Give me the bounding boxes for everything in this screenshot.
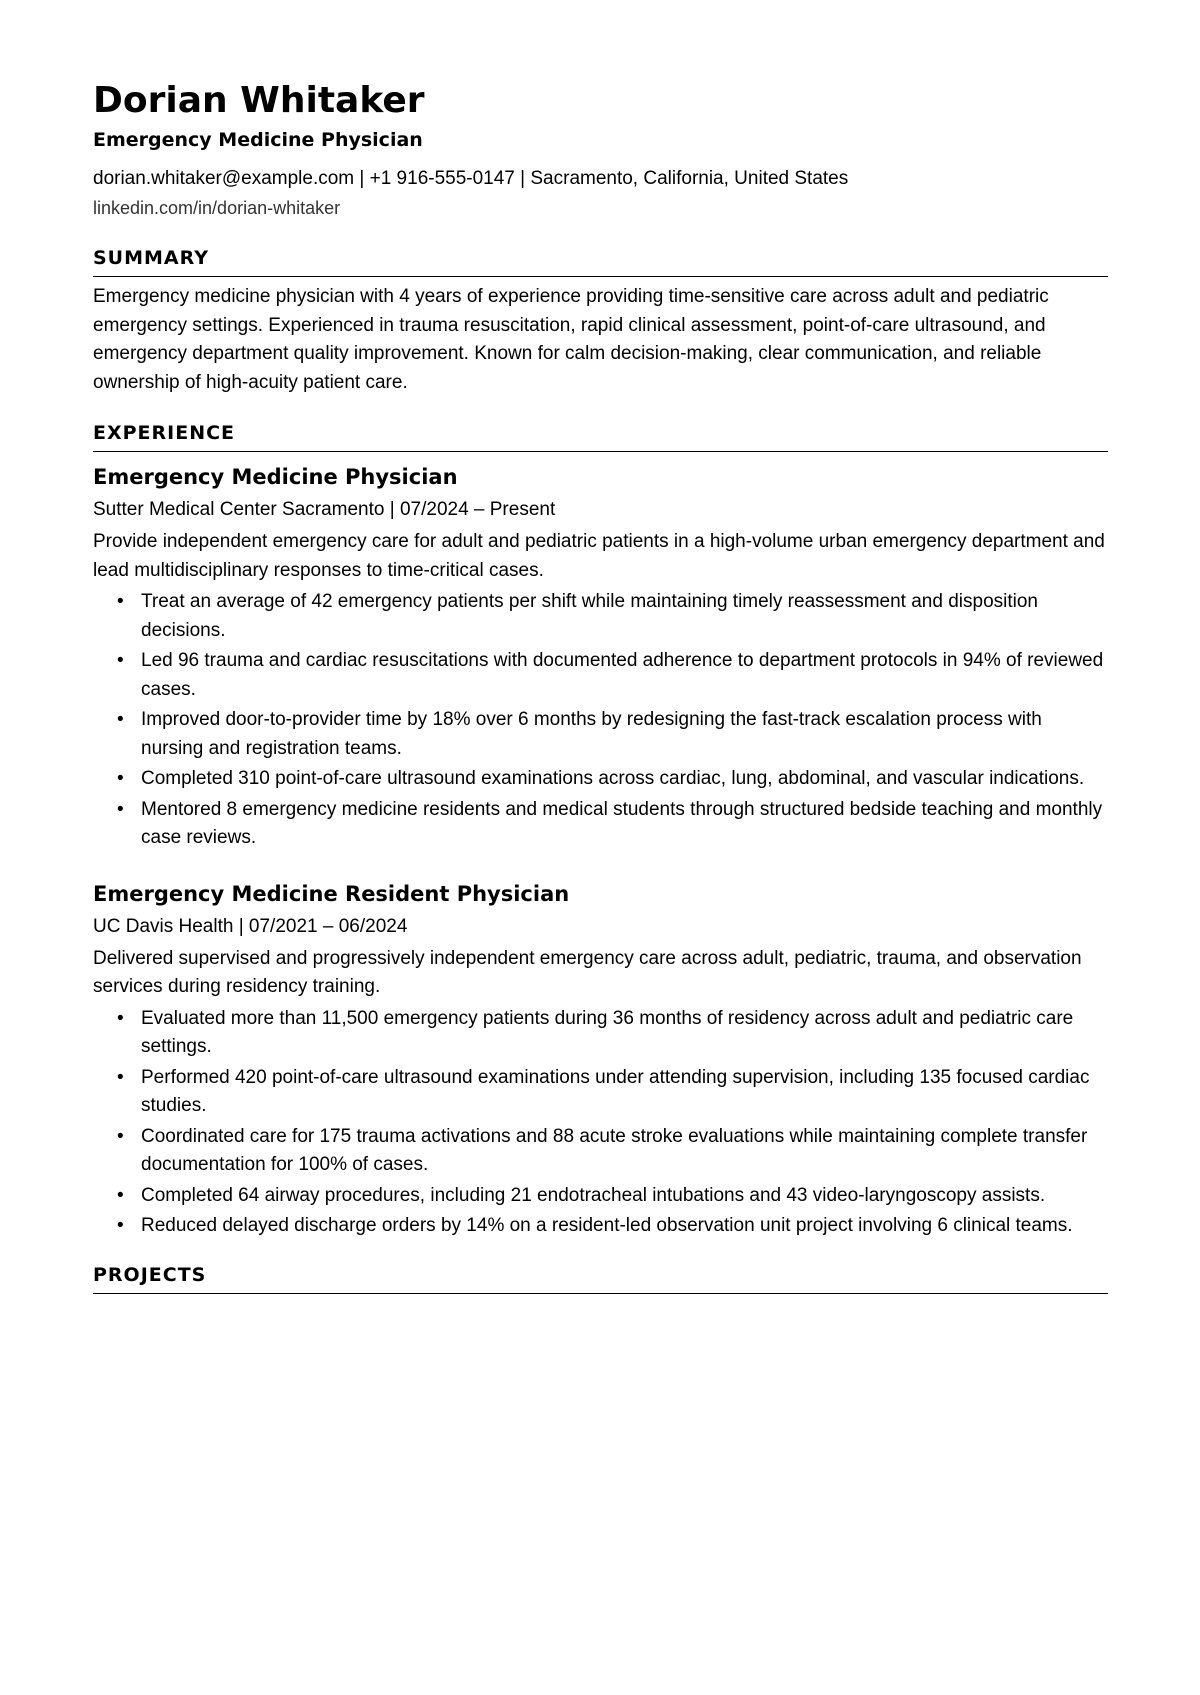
job-bullet-text: Performed 420 point-of-care ultrasound examinations under attending supervision, including 135 focused cardiac studies. <box>141 1066 1090 1116</box>
job-bullet-text: Evaluated more than 11,500 emergency patients during 36 months of residency across adult and pediatric care settings. <box>141 1007 1074 1057</box>
job-entry <box>93 462 1108 853</box>
bullet-marker: • <box>117 1066 124 1088</box>
summary-text: Emergency medicine physician with 4 years of experience providing time-sensitive care across adult and pediatric emergency settings. Experienced in trauma resuscitation, rapid clinical assessment, point-of-care ultrasound, and emergency department quality improvement. Known for calm decision-making, clear communication, and reliable ownership of high-acuity patient care. <box>93 286 1049 393</box>
section-title-experience: EXPERIENCE <box>93 419 1108 452</box>
job-bullet <box>117 1123 1108 1180</box>
job-bullet-text: Coordinated care for 175 trauma activations and 88 acute stroke evaluations while maintaining complete transfer documentation for 100% of cases. <box>141 1125 1088 1175</box>
job-bullet <box>117 1005 1108 1062</box>
job-bullet <box>117 1064 1108 1121</box>
job-bullet-text: Completed 310 point-of-care ultrasound examinations across cardiac, lung, abdominal, and vascular indications. <box>141 768 1085 789</box>
job-bullet <box>117 1182 1108 1211</box>
bullet-marker: • <box>117 1184 124 1206</box>
section-title-summary: SUMMARY <box>93 244 1108 277</box>
job-bullet <box>117 588 1108 645</box>
job-bullet-text: Treat an average of 42 emergency patients per shift while maintaining timely reassessment and disposition decisions. <box>141 591 1038 641</box>
job-entry <box>93 879 1108 1241</box>
job-bullet <box>117 796 1108 853</box>
job-title: Emergency Medicine Resident Physician <box>93 881 570 906</box>
section-title-projects: PROJECTS <box>93 1261 1108 1294</box>
job-bullet <box>117 706 1108 763</box>
job-bullet-text: Reduced delayed discharge orders by 14% on a resident-led observation unit project involving 6 clinical teams. <box>141 1215 1073 1236</box>
job-description: Provide independent emergency care for adult and pediatric patients in a high-volume urban emergency department and lead multidisciplinary responses to time-critical cases. <box>93 531 1105 581</box>
bullet-marker: • <box>117 1007 124 1029</box>
bullet-marker: • <box>117 709 124 730</box>
projects-section <box>93 1261 1108 1294</box>
bullet-marker: • <box>117 768 124 789</box>
job-description: Delivered supervised and progressively independent emergency care across adult, pediatric, trauma, and observation services during residency training. <box>93 947 1082 997</box>
bullet-marker: • <box>117 798 124 820</box>
job-meta: Sutter Medical Center Sacramento | 07/2024 – Present <box>93 499 556 520</box>
job-bullet <box>117 647 1108 704</box>
experience-section <box>93 419 1108 1241</box>
job-title: Emergency Medicine Physician <box>93 465 458 489</box>
bullet-marker: • <box>117 591 124 612</box>
job-bullet <box>117 1212 1108 1241</box>
bullet-marker: • <box>117 650 124 671</box>
candidate-name: Dorian Whitaker <box>93 80 425 121</box>
summary-section <box>93 244 1108 397</box>
resume-header <box>93 76 1108 222</box>
job-bullet-list <box>93 1005 1108 1241</box>
job-bullet <box>117 765 1108 794</box>
candidate-headline: Emergency Medicine Physician <box>93 129 423 151</box>
bullet-marker: • <box>117 1125 124 1147</box>
job-meta: UC Davis Health | 07/2021 – 06/2024 <box>93 915 408 937</box>
job-bullet-list <box>93 588 1108 853</box>
job-bullet-text: Led 96 trauma and cardiac resuscitations with documented adherence to department protocols in 94% of reviewed cases. <box>141 650 1104 700</box>
job-bullet-text: Mentored 8 emergency medicine residents and medical students through structured bedside teaching and monthly case reviews. <box>141 798 1103 848</box>
bullet-marker: • <box>117 1215 124 1236</box>
contact-line: dorian.whitaker@example.com | +1 916-555-0147 | Sacramento, California, United States <box>93 168 849 189</box>
job-bullet-text: Completed 64 airway procedures, including 21 endotracheal intubations and 43 video-laryngoscopy assists. <box>141 1184 1046 1206</box>
job-bullet-text: Improved door-to-provider time by 18% over 6 months by redesigning the fast-track escalation process with nursing and registration teams. <box>141 709 1042 759</box>
linkedin-link[interactable]: linkedin.com/in/dorian-whitaker <box>93 198 341 218</box>
